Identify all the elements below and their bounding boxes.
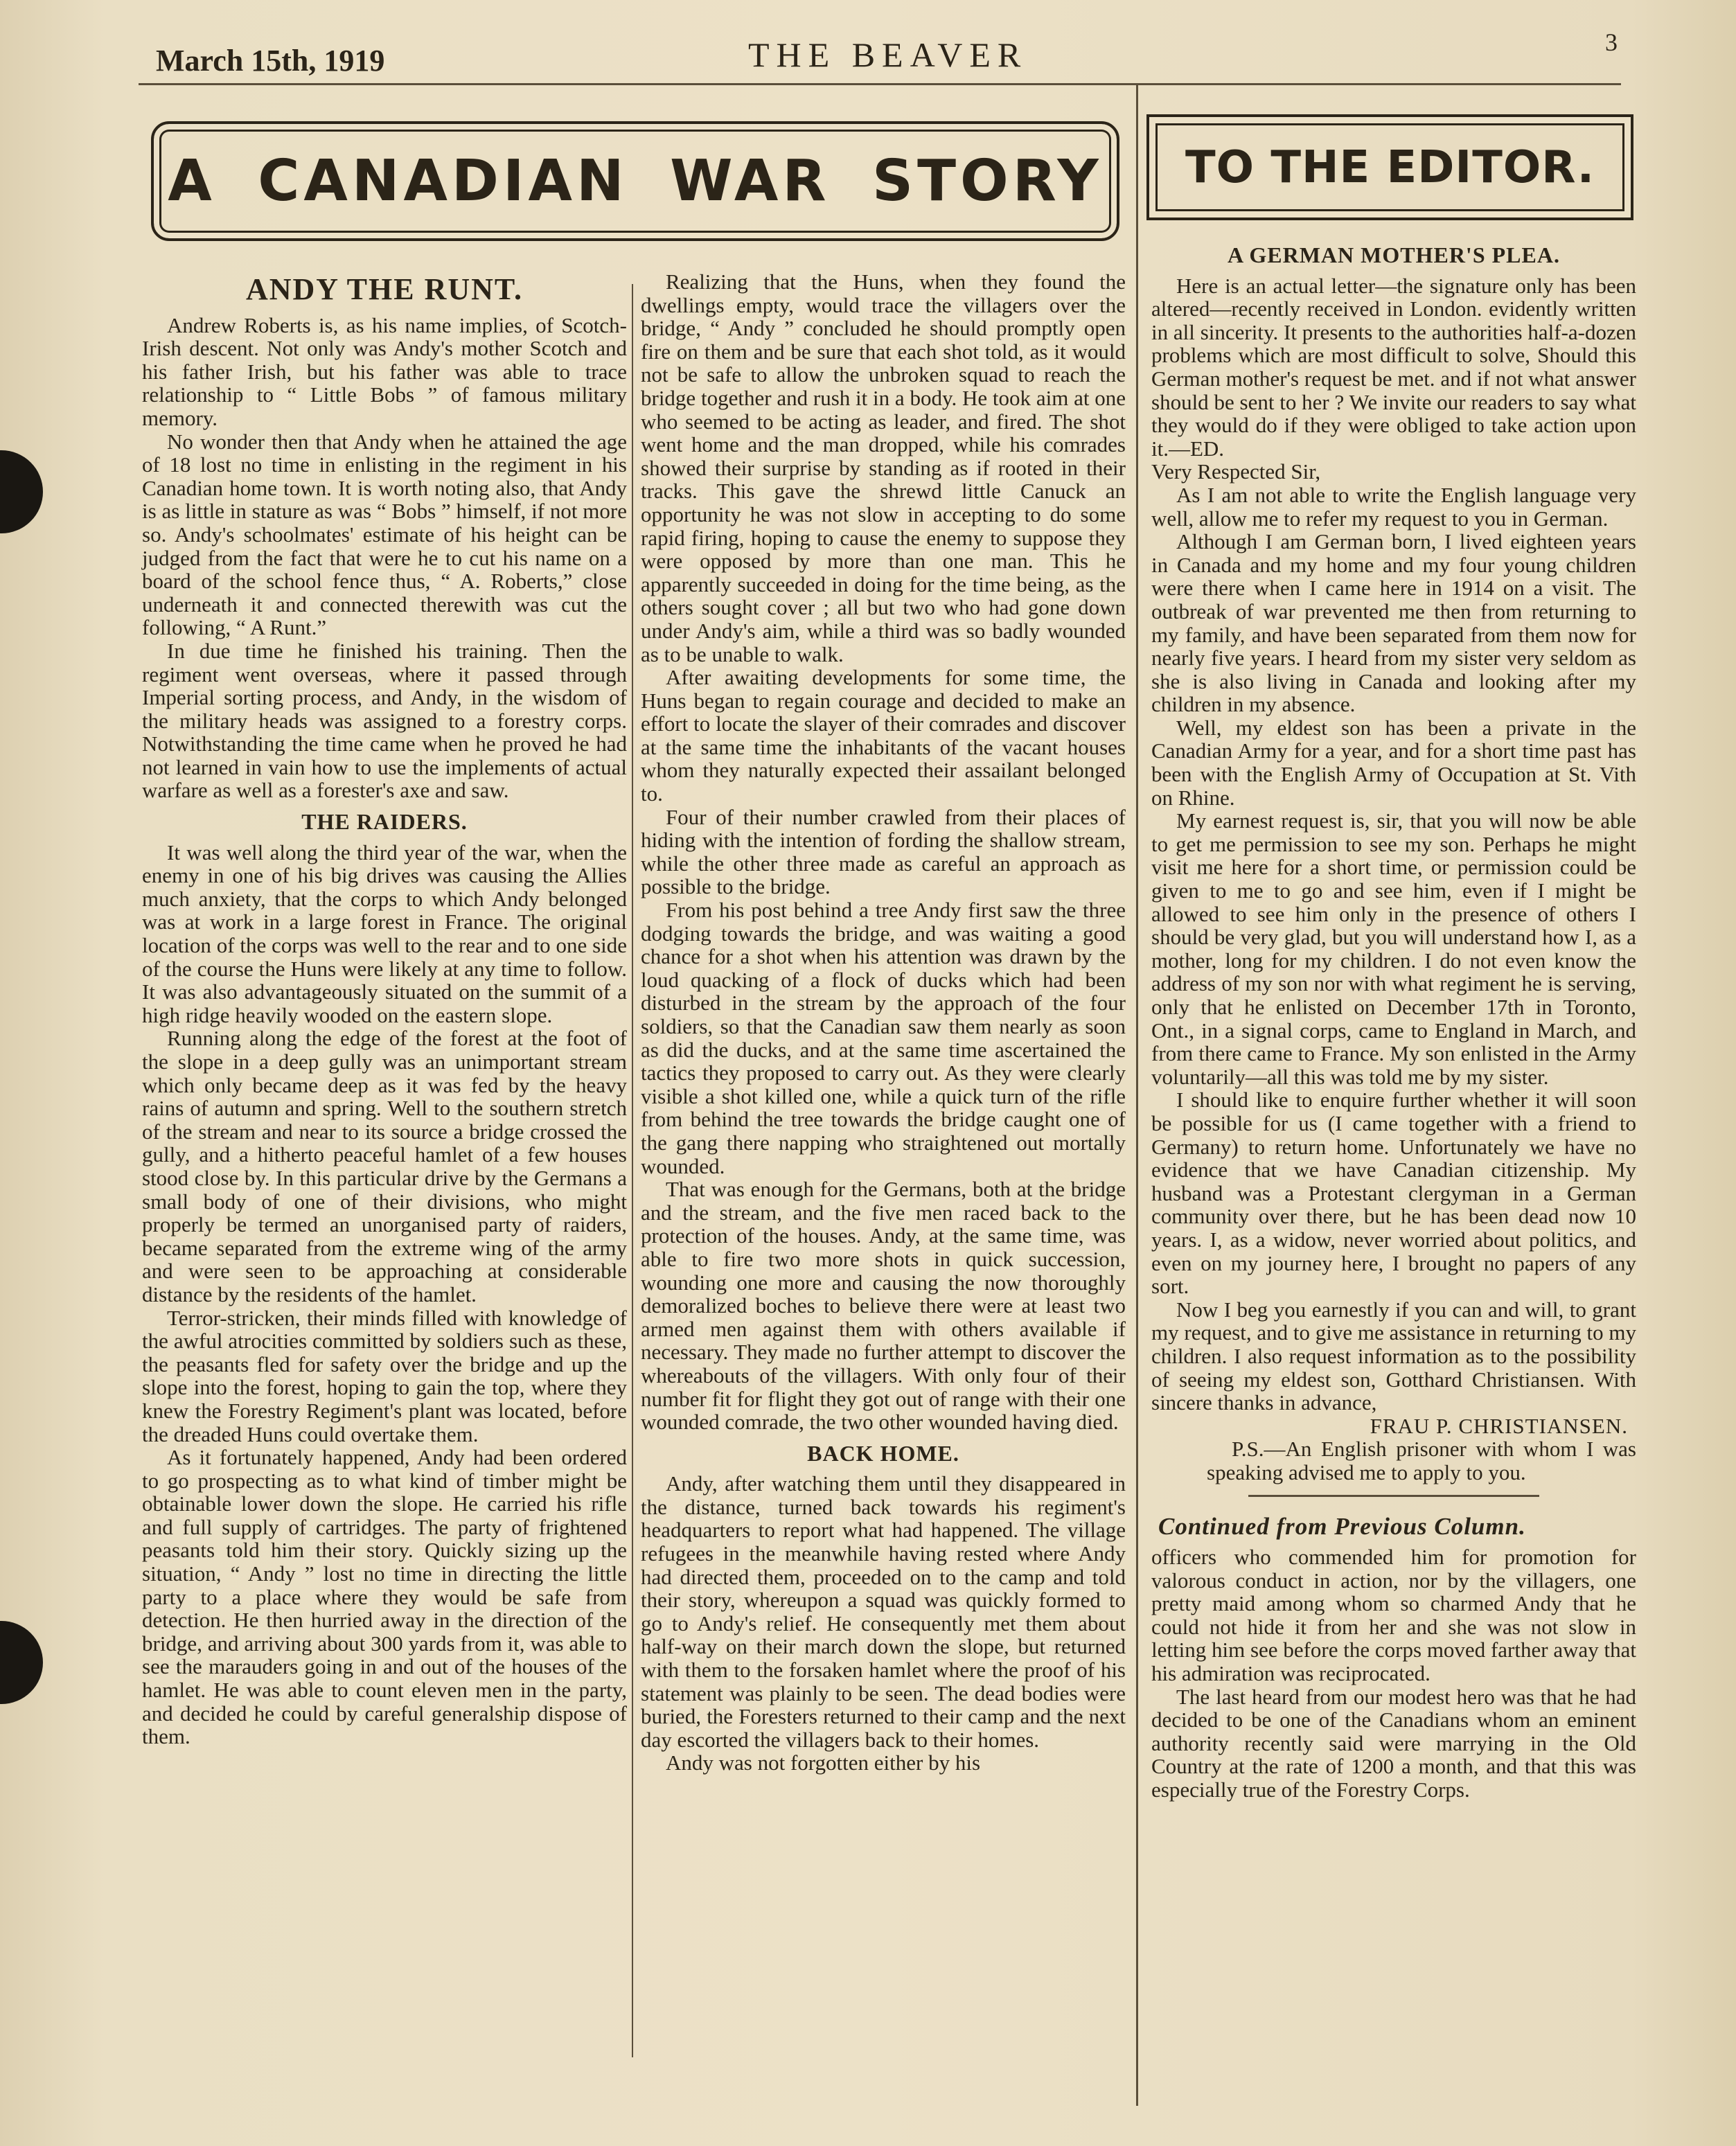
article-column-2 [641, 270, 1126, 1775]
paragraph: As it fortunately happened, Andy had been ordered to go prospecting as to what kind of timber might be obtainable lower down the slope. He carried his rifle and full supply of cartridges. The party of frightened peasants told him their story. Quickly sizing up the situation, “ Andy ” lost no time in directing the little party to a place where they would be safe from detection. He then hurried away in the direction of the bridge, and arriving about 300 yards from it, was able to see the marauders going in and out of the houses of the hamlet. He was able to count eleven men in the party, and decided he could by careful generalship dispose of them. [142, 1445, 627, 1749]
paragraph: Realizing that the Huns, when they found the dwellings empty, would trace the villagers over the bridge, “ Andy ” concluded he should promptly open fire on them and be sure that each shot told, as it would not be safe to allow the unbroken squad to reach the bridge together and rush it in a body. He took aim at one who seemed to be acting as leader, and fired. The shot went home and the man dropped, while his comrades showed their surprise by standing as if rooted in their tracks. This gave the shrewd little Canuck an opportunity he was not slow in accepting to do some rapid firing, hoping to cause the enemy to suppose they were opposed by more than one man. This he apparently succeeded in doing for the time being, as the others sought cover ; all but two who had gone down under Andy's aim, while a third was so badly wounded as to be unable to walk. [641, 269, 1126, 666]
article-column-1 [142, 274, 627, 1748]
masthead-title: THE BEAVER [748, 35, 1028, 74]
paragraph: No wonder then that Andy when he attained the age of 18 lost no time in enlisting in the regiment in his Canadian home town. It is worth noting also, that Andy is as little in stature as was “ Bobs ” himself, if not more so. Andy's schoolmates' estimate of his height can be judged from the fact that were he to cut his name on a board of the school fence thus, “ A. Roberts,” close underneath it and connected therewith was cut the following, “ A Runt.” [142, 429, 627, 640]
paragraph: Andy, after watching them until they disappeared in the distance, turned back towards his regiment's headquarters to report what had happened. The village refugees in the meanwhile having rested where Andy had directed them, proceeded on to the camp and told their story, whereupon a squad was quickly formed to go to Andy's relief. He consequently met them about half-way on their march down the slope, but returned with them to the forsaken hamlet where the proof of his statement was plainly to be seen. The dead bodies were buried, the Foresters returned to their camp and the next day escorted the villagers back to their homes. [641, 1471, 1126, 1752]
editor-column [1151, 236, 1636, 1802]
paragraph: Terror-stricken, their minds filled with knowledge of the awful atrocities committed by soldiers such as these, the peasants fled for safety over the bridge and up the slope into the forest, hoping to gain the top, where they knew the Forestry Regiment's plant was located, before the dreaded Huns could overtake them. [142, 1305, 627, 1446]
column-divider [632, 284, 633, 2057]
page-number: 3 [1605, 28, 1618, 56]
paragraph: From his post behind a tree Andy first saw the three dodging towards the bridge, and was waiting a good chance for a shot when his attention was drawn by the loud quacking of a flock of ducks which had been disturbed in the stream by the approach of the four soldiers, so that the Canadian saw them nearly as soon as did the ducks, and at the same time ascertained the tactics they proposed to carry out. As they were clearly visible a shot killed one, while a quick turn of the rifle from behind the tree towards the bridge caught one of the gang there napping who straightened out mortally wounded. [641, 898, 1126, 1178]
page-header [139, 28, 1621, 85]
section-divider [1248, 1495, 1539, 1497]
paragraph: Four of their number crawled from their places of hiding with the intention of fording the shallow stream, while the other three made as careful an approach as possible to the bridge. [641, 804, 1126, 899]
paragraph: In due time he finished his training. Then the regiment went overseas, where it passed through Imperial sorting process, and Andy, in the wisdom of the military heads was assigned to a forestry corps. Notwithstanding the time came when he proved he had not learned in vain how to use the implements of actual warfare as well as a forester's axe and saw. [142, 638, 627, 803]
paragraph: The last heard from our modest hero was that he had decided to be one of the Canadians whom an eminent authority recently said were marrying in the Old Country at the rate of 1200 a month, and that this was especially true of the Forestry Corps. [1151, 1684, 1636, 1802]
letter-signature: FRAU P. CHRISTIANSEN. [1370, 1413, 1628, 1438]
paragraph: After awaiting developments for some time, the Huns began to regain courage and decided to make an effort to locate the slayer of their comrades and discover at the same time the inhabitants of the vacant houses whom they naturally expected their assailant belonged to. [641, 665, 1126, 806]
paragraph: Running along the edge of the forest at the foot of the slope in a deep gully was an unimportant stream which only became deep as it was fed by the heavy rains of autumn and spring. Well to the southern stretch of the stream and near to its source a bridge crossed the gully, and a hitherto peaceful hamlet of a few houses stood close by. In this particular drive by the Germans a small body of one of their divisions, who might properly be termed an unorganised party of raiders, became separated from the extreme wing of the army and were seen to be approaching at considerable distance by the residents of the hamlet. [142, 1026, 627, 1306]
binding-hole [0, 450, 43, 533]
letter-paragraph: As I am not able to write the English language very well, allow me to refer my request to you in German. [1151, 482, 1636, 531]
letter-paragraph: Although I am German born, I lived eighteen years in Canada and my home and my four young children were there when I came here in 1914 on a visit. The outbreak of war prevented me then from returning to my family, and have been separated from them now for nearly five years. I heard from my sister very seldom as she is also living in Canada and looking after my children in my absence. [1151, 529, 1636, 717]
section-heading: THE RAIDERS. [301, 809, 468, 835]
section-heading: BACK HOME. [807, 1440, 959, 1466]
paragraph: Andy was not forgotten either by his [666, 1750, 981, 1775]
letter-heading: A GERMAN MOTHER'S PLEA. [1228, 242, 1560, 267]
editor-banner-text: TO THE EDITOR. [1185, 141, 1595, 193]
letter-paragraph: Now I beg you earnestly if you can and will, to grant my request, and to give me assistance in returning to my children. I also request information as to the possibility of seeing my eldest son, Gotthard Christiansen. With sincere thanks in advance, [1151, 1297, 1636, 1415]
paragraph: It was well along the third year of the war, when the enemy in one of his big drives was causing the Allies much anxiety, that the corps to which Andy belonged was at work in a large forest in France. The original location of the corps was well to the rear and to one side of the course the Huns were likely at any time to follow. It was also advantageously situated on the summit of a high ridge heavily wooded on the eastern slope. [142, 840, 627, 1027]
paragraph: Andrew Roberts is, as his name implies, of Scotch-Irish descent. Not only was Andy's mother Scotch and his father Irish, but his father was able to trace relationship to “ Little Bobs ” of famous military memory. [142, 312, 627, 430]
war-story-banner-text: A CANADIAN WAR STORY [168, 148, 1103, 214]
issue-date: March 15th, 1919 [156, 44, 385, 78]
column-divider [1136, 83, 1138, 2106]
paragraph: That was enough for the Germans, both at the bridge and the stream, and the five men raced back to the protection of the houses. Andy, at the same time, was able to fire two more shots in quick succession, wounding one more and causing the now thoroughly demoralized boches to believe there were at least two armed men against them with others available if necessary. They made no further attempt to discover the whereabouts of the villagers. With only four of their number fit for flight they got out of range with their one wounded comrade, the two other wounded having died. [641, 1177, 1126, 1435]
continued-heading: Continued from Previous Column. [1158, 1513, 1526, 1541]
editor-intro: Here is an actual letter—the signature only has been altered—recently received in London. evidently written in all sincerity. It presents to the authorities half-a-dozen problems which are most difficult to solve, Should this German mother's request be met. and if not what answer should be sent to her ? We invite our readers to say what they would do if they were obliged to take action upon it.—ED. [1151, 273, 1636, 461]
letter-paragraph: Well, my eldest son has been a private in the Canadian Army for a year, and for a short time past has been with the English Army of Occupation at St. Vith on Rhine. [1151, 715, 1636, 810]
binding-hole [0, 1621, 43, 1704]
letter-paragraph: My earnest request is, sir, that you will now be able to get me permission to see my son. Perhaps he might visit me here for a short time, or permission could be given to me to go and see him, even if I might be allowed to see him only in the presence of others I should be very glad, but you will understand how I, as a mother, long for my children. I do not even know the address of my son nor with what regiment he is serving, only that he enlisted on December 17th in Toronto, Ont., in a signal corps, came to England in March, and from there came to France. My son enlisted in the Army voluntarily—all this was told me by my sister. [1151, 808, 1636, 1089]
editor-banner [1146, 114, 1633, 220]
salutation: Very Respected Sir, [1151, 459, 1321, 484]
paragraph: officers who commended him for promotion for valorous conduct in action, nor by the villagers, one pretty maid among whom so charmed Andy that he could not hide it from her and she was not slow in letting him see before the corps moved farther away that his admiration was reciprocated. [1151, 1545, 1636, 1686]
war-story-banner [151, 121, 1119, 241]
article-title: ANDY THE RUNT. [245, 272, 523, 306]
postscript: P.S.—An English prisoner with whom I was speaking advised me to apply to you. [1207, 1437, 1636, 1484]
letter-paragraph: I should like to enquire further whether it will soon be possible for us (I came together with a friend to Germany) to return home. Unfortunately we have no evidence that we have Canadian citizenship. My husband was a Protestant clergyman in a German community over there, but he has been dead now 10 years. I, as a widow, never worried about politics, and even on my journey here, I brought no papers of any sort. [1151, 1088, 1636, 1299]
